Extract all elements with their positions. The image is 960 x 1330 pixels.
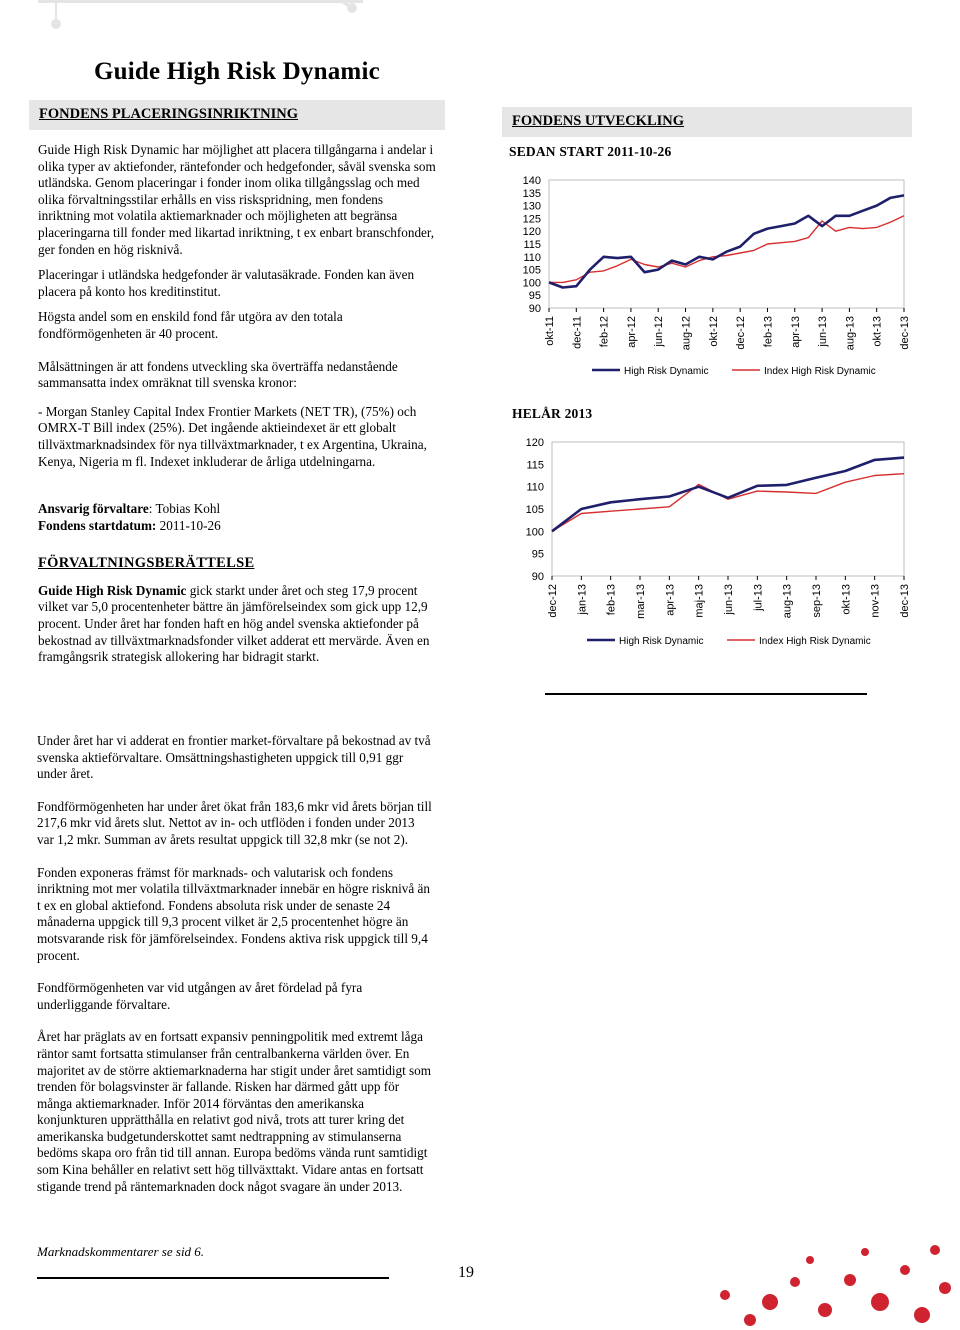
- berattelse-paragraph-1-text: gick starkt under året och steg 17,9 procent vilket var 5,0 procentenheter bättre än jämförelseindex som gick upp 12,9 procent. Under året har fonden haft en hög andel svenska aktiefonder på bekostnad av tillväxtmarknadsfonder vilket adderat ett mervärde. Även en framgångsrik strategisk allokering har bidragit starkt.: [38, 582, 430, 665]
- footer-decoration: [700, 1240, 960, 1330]
- legend-label-fund: High Risk Dynamic: [624, 366, 709, 377]
- footnote-rule: [37, 1277, 389, 1279]
- berattelse-fund-name: Guide High Risk Dynamic: [38, 582, 187, 598]
- placering-paragraph-3: Högsta andel som en enskild fond får utgöra av den totala fondförmögenheten är 40 procent.: [38, 309, 343, 341]
- x-tick-label: aug-13: [844, 316, 857, 351]
- berattelse-paragraph-1: [38, 583, 438, 666]
- series-line-index: [549, 216, 904, 283]
- x-tick-label: sep-13: [811, 584, 823, 618]
- legend-label-fund: High Risk Dynamic: [619, 636, 704, 647]
- right-column-rule: [545, 693, 867, 695]
- y-tick-label: 120: [525, 437, 544, 449]
- x-tick-label: maj-13: [693, 584, 706, 618]
- y-tick-label: 100: [525, 526, 544, 539]
- placering-paragraph-1: Guide High Risk Dynamic har möjlighet att placera tillgångarna i andelar i olika typer av aktiefonder, räntefonder och hedgefonder, såväl svenska som utländska. Genom placeringar i fonder inom olika tillgångsslag och med olika förvaltningsstilar erhålls en viss riskspridning, men fondens inriktning mot volatila aktiemarknader och möjligheten att begränsa placeringarna till fonder med likartad inriktning, t ex enbart branschfonder, ger fonden en hög risknivå.: [38, 142, 436, 257]
- x-tick-label: dec-12: [547, 584, 559, 618]
- y-tick-label: 95: [531, 548, 544, 561]
- y-tick-label: 115: [523, 239, 541, 251]
- x-tick-label: mar-13: [635, 584, 647, 619]
- x-tick-label: okt-12: [707, 316, 720, 347]
- y-tick-label: 130: [522, 200, 541, 213]
- fund-start-value: 2011-10-26: [156, 517, 221, 533]
- x-tick-label: dec-11: [571, 316, 584, 349]
- section-band-placering: [29, 100, 445, 130]
- x-tick-label: jan-13: [576, 584, 589, 615]
- utveckling-heading: FONDENS UTVECKLING: [512, 113, 685, 129]
- x-tick-label: apr-13: [664, 584, 677, 616]
- y-tick-label: 95: [528, 290, 541, 303]
- x-tick-label: jun-13: [723, 584, 735, 615]
- full-year-heading: HELÅR 2013: [512, 406, 593, 421]
- y-tick-label: 100: [522, 277, 541, 290]
- section-band-utveckling: [502, 107, 912, 137]
- footnote: Marknadskommentarer se sid 6.: [37, 1244, 205, 1259]
- placering-paragraph-4: Målsättningen är att fondens utveckling ska överträffa nedanstående sammansatta index omräknat till svenska kronor:: [38, 358, 398, 391]
- y-tick-label: 125: [522, 213, 541, 226]
- fund-start-date: [38, 518, 438, 535]
- placering-text: [38, 142, 438, 675]
- plot-area: [552, 442, 904, 576]
- berattelse-paragraph-4: Fonden exponeras främst för marknads- och valutarisk och fondens inriktning mot mer volatila tillväxtmarknader innebär en högre risknivå än t ex en global aktiefond. Fondens absoluta risk under de senaste 24 månaderna uppgick till 9,3 procent vilket är 2,5 procentenhet högre än motsvarande risk för jämförelseindex. Fondens aktiva risk uppgick till 9,4 procent.: [37, 864, 430, 963]
- x-tick-label: aug-12: [680, 316, 693, 351]
- x-tick-label: apr-13: [789, 316, 802, 348]
- x-tick-label: okt-13: [840, 584, 853, 615]
- legend-label-index: Index High Risk Dynamic: [759, 636, 871, 647]
- x-tick-label: okt-13: [871, 316, 884, 347]
- y-tick-label: 105: [525, 504, 544, 516]
- y-tick-label: 110: [526, 481, 544, 494]
- series-line-fund: [552, 458, 904, 532]
- x-tick-label: jul-13: [752, 584, 765, 611]
- x-tick-label: apr-12: [625, 316, 638, 348]
- x-tick-label: feb-13: [762, 316, 775, 348]
- x-tick-label: nov-13: [869, 584, 882, 618]
- fund-start-label: Fondens startdatum:: [38, 517, 157, 533]
- x-tick-label: aug-13: [781, 584, 794, 619]
- chart-since-start-svg: [502, 168, 917, 383]
- chart-since-start: [502, 168, 917, 383]
- x-tick-label: jun-13: [817, 316, 830, 347]
- berattelse-heading: FÖRVALTNINGSBERÄTTELSE: [38, 555, 255, 572]
- fund-manager-value: Tobias Kohl: [155, 501, 221, 517]
- x-tick-label: okt-11: [544, 316, 556, 346]
- placering-heading: FONDENS PLACERINGSINRIKTNING: [39, 106, 299, 122]
- page-title: Guide High Risk Dynamic: [94, 58, 380, 85]
- x-tick-label: dec-13: [899, 584, 911, 618]
- x-tick-label: feb-12: [598, 316, 611, 348]
- y-tick-label: 90: [528, 303, 541, 315]
- berattelse-text: [37, 733, 432, 1211]
- chart-full-year: [502, 428, 917, 658]
- berattelse-paragraph-2: Under året har vi adderat en frontier market-förvaltare på bekostnad av två svenska aktieförvaltare. Omsättningshastigheten uppgick till 0,91 ggr under året.: [37, 733, 431, 782]
- fund-manager: [38, 501, 438, 518]
- placering-paragraph-5: - Morgan Stanley Capital Index Frontier Markets (NET TR), (75%) och OMRX-T Bill index (25%). Det ingående aktieindexet är ett globalt tillväxtmarknadsindex för nya tillväxtmarknader, t ex Argentina, Ukraina, Kenya, Nigeria m fl. Indexet inkluderar de årliga utdelningarna.: [38, 403, 427, 469]
- legend-label-index: Index High Risk Dynamic: [764, 366, 876, 377]
- y-tick-label: 110: [523, 251, 541, 264]
- y-tick-label: 115: [526, 459, 544, 472]
- x-tick-label: dec-12: [735, 316, 748, 350]
- header-decoration: [0, 0, 960, 40]
- series-line-fund: [549, 195, 904, 287]
- y-tick-label: 90: [531, 571, 544, 583]
- page-number: 19: [458, 1264, 474, 1281]
- berattelse-paragraph-6: Året har präglats av en fortsatt expansiv penningpolitik med extremt låga räntor samt fortsatta stimulanser från centralbankerna världen över. En majoritet av de större aktiemarknaderna har stigit under året samtidigt som trenden för bolagsvinster är fallande. Risken har därmed gått upp för många aktiemarknader. Inför 2014 förväntas den amerikanska konjunkturen upprätthålla en relativt god nivå, trots att turer kring det amerikanska budgetunderskottet samt nedtrappning av stimulanserna bedöms skapa oro från tid till annan. Europa bedöms vända runt samtidigt som Kina behåller en relativt sett hög tillväxttakt. Vidare antas en fortsatt stigande trend på räntemarknaden dock något svagare än under 2013.: [37, 1029, 432, 1194]
- fund-manager-label: Ansvarig förvaltare: [38, 501, 149, 517]
- y-tick-label: 135: [522, 187, 541, 200]
- chart-full-year-svg: [502, 428, 917, 658]
- since-start-heading: SEDAN START 2011-10-26: [509, 144, 672, 159]
- berattelse-paragraph-5: Fondförmögenheten var vid utgången av året fördelad på fyra underliggande förvaltare.: [37, 980, 363, 1012]
- x-tick-label: dec-13: [899, 316, 911, 350]
- plot-area: [549, 180, 904, 308]
- placering-paragraph-2: Placeringar i utländska hedgefonder är valutasäkrade. Fonden kan även placera på konto hos kreditinstitut.: [38, 267, 415, 299]
- y-tick-label: 140: [522, 175, 541, 187]
- y-tick-label: 120: [522, 226, 541, 239]
- x-tick-label: jun-12: [653, 316, 666, 347]
- fund-manager-separator: :: [148, 501, 156, 517]
- x-tick-label: feb-13: [605, 584, 618, 616]
- y-tick-label: 105: [522, 264, 541, 277]
- berattelse-paragraph-3: Fondförmögenheten har under året ökat från 183,6 mkr vid årets början till 217,6 mkr vid årets slut. Nettot av in- och utflöden i fonden under 2013 var 1,2 mkr. Summan av årets resultat uppgick till 32,8 mkr (se not 2).: [37, 798, 432, 847]
